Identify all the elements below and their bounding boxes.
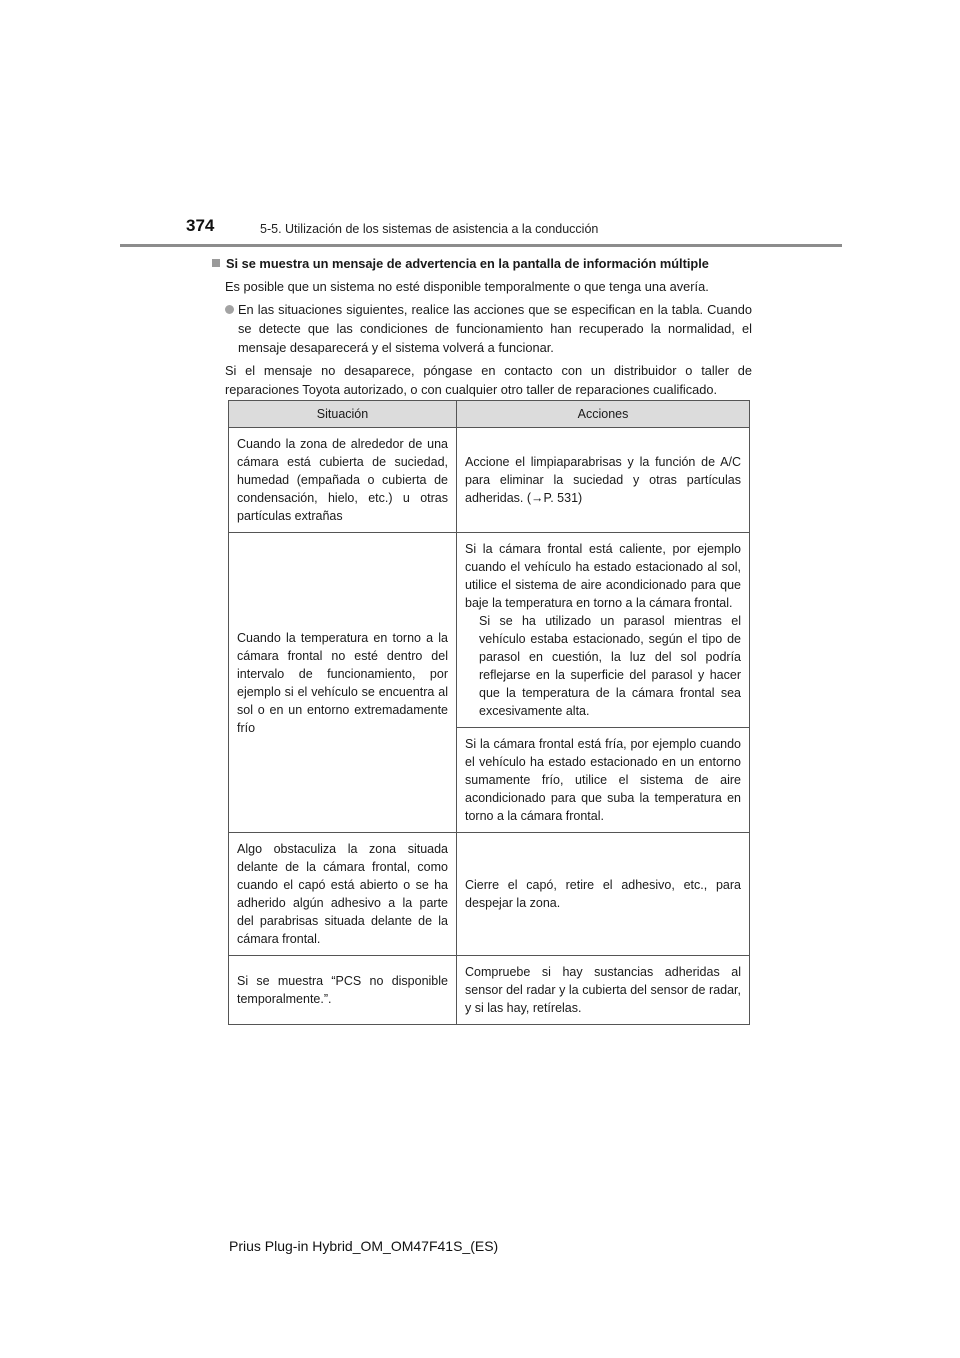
table-header-row (229, 401, 750, 428)
situation-cell: Cuando la zona de alrededor de una cámara está cubierta de suciedad, humedad (empañada o cubierta de condensación, hielo, etc.) u otras partículas extrañas (229, 428, 457, 533)
action-cell: Si la cámara frontal está fría, por ejemplo cuando el vehículo ha estado estacionado en un entorno sumamente frío, utilice el sistema de aire acondicionado para que suba la temperatura en torno a la cámara frontal. (457, 728, 750, 833)
situation-cell: Si se muestra “PCS no disponible temporalmente.”. (229, 956, 457, 1025)
circle-bullet-icon (225, 305, 234, 314)
action-cell: Accione el limpiaparabrisas y la función de A/C para eliminar la suciedad y otras partículas adheridas. (→P. 531) (457, 428, 750, 533)
action-text: Si la cámara frontal está caliente, por ejemplo cuando el vehículo ha estado estacionado al sol, utilice el sistema de aire acondicionado para que baje la temperatura en torno a la cámara frontal. (465, 542, 741, 610)
page-number: 374 (186, 216, 215, 235)
header-divider (120, 244, 842, 247)
situation-cell: Cuando la temperatura en torno a la cámara frontal no esté dentro del intervalo de funcionamiento, por ejemplo si el vehículo se encuentra al sol o en un entorno extremadamente frío (229, 533, 457, 833)
action-cell: Compruebe si hay sustancias adheridas al sensor del radar y la cubierta del sensor de radar, y si las hay, retírelas. (457, 956, 750, 1025)
table-row (229, 533, 750, 728)
action-cell (457, 533, 750, 728)
bullet-item (225, 300, 752, 357)
column-header-actions: Acciones (457, 401, 750, 428)
column-header-situation: Situación (229, 401, 457, 428)
bullet-text: En las situaciones siguientes, realice las acciones que se especifican en la tabla. Cuando se detecte que las condiciones de funcionamiento han recuperado la normalidad, el mensaje desaparecerá y el sistema volverá a funcionar. (238, 302, 752, 355)
body-content (212, 254, 752, 399)
outro-paragraph: Si el mensaje no desaparece, póngase en contacto con un distribuidor o taller de reparaciones Toyota autorizado, o con cualquier otro taller de reparaciones cualificado. (225, 363, 752, 397)
square-bullet-icon (212, 259, 220, 267)
situation-cell: Algo obstaculiza la zona situada delante de la cámara frontal, como cuando el capó está abierto o se ha adherido algún adhesivo a la parte del parabrisas situada delante de la cámara frontal. (229, 833, 457, 956)
table-row (229, 956, 750, 1025)
document-footer: Prius Plug-in Hybrid_OM_OM47F41S_(ES) (229, 1238, 499, 1254)
situations-table (228, 400, 750, 1025)
action-cell: Cierre el capó, retire el adhesivo, etc., para despejar la zona. (457, 833, 750, 956)
table-row (229, 833, 750, 956)
action-note: Si se ha utilizado un parasol mientras el vehículo estaba estacionado, según el tipo de parasol en cuestión, la luz del sol podría reflejarse en la superficie del parasol y hacer que la temperatura de la cámara frontal sea excesivamente alta. (479, 614, 741, 718)
table-row (229, 428, 750, 533)
sub-heading (212, 254, 752, 273)
section-title: 5-5. Utilización de los sistemas de asistencia a la conducción (260, 222, 599, 236)
intro-paragraph: Es posible que un sistema no esté disponible temporalmente o que tenga una avería. (225, 279, 709, 294)
sub-heading-text: Si se muestra un mensaje de advertencia en la pantalla de información múltiple (226, 256, 709, 271)
